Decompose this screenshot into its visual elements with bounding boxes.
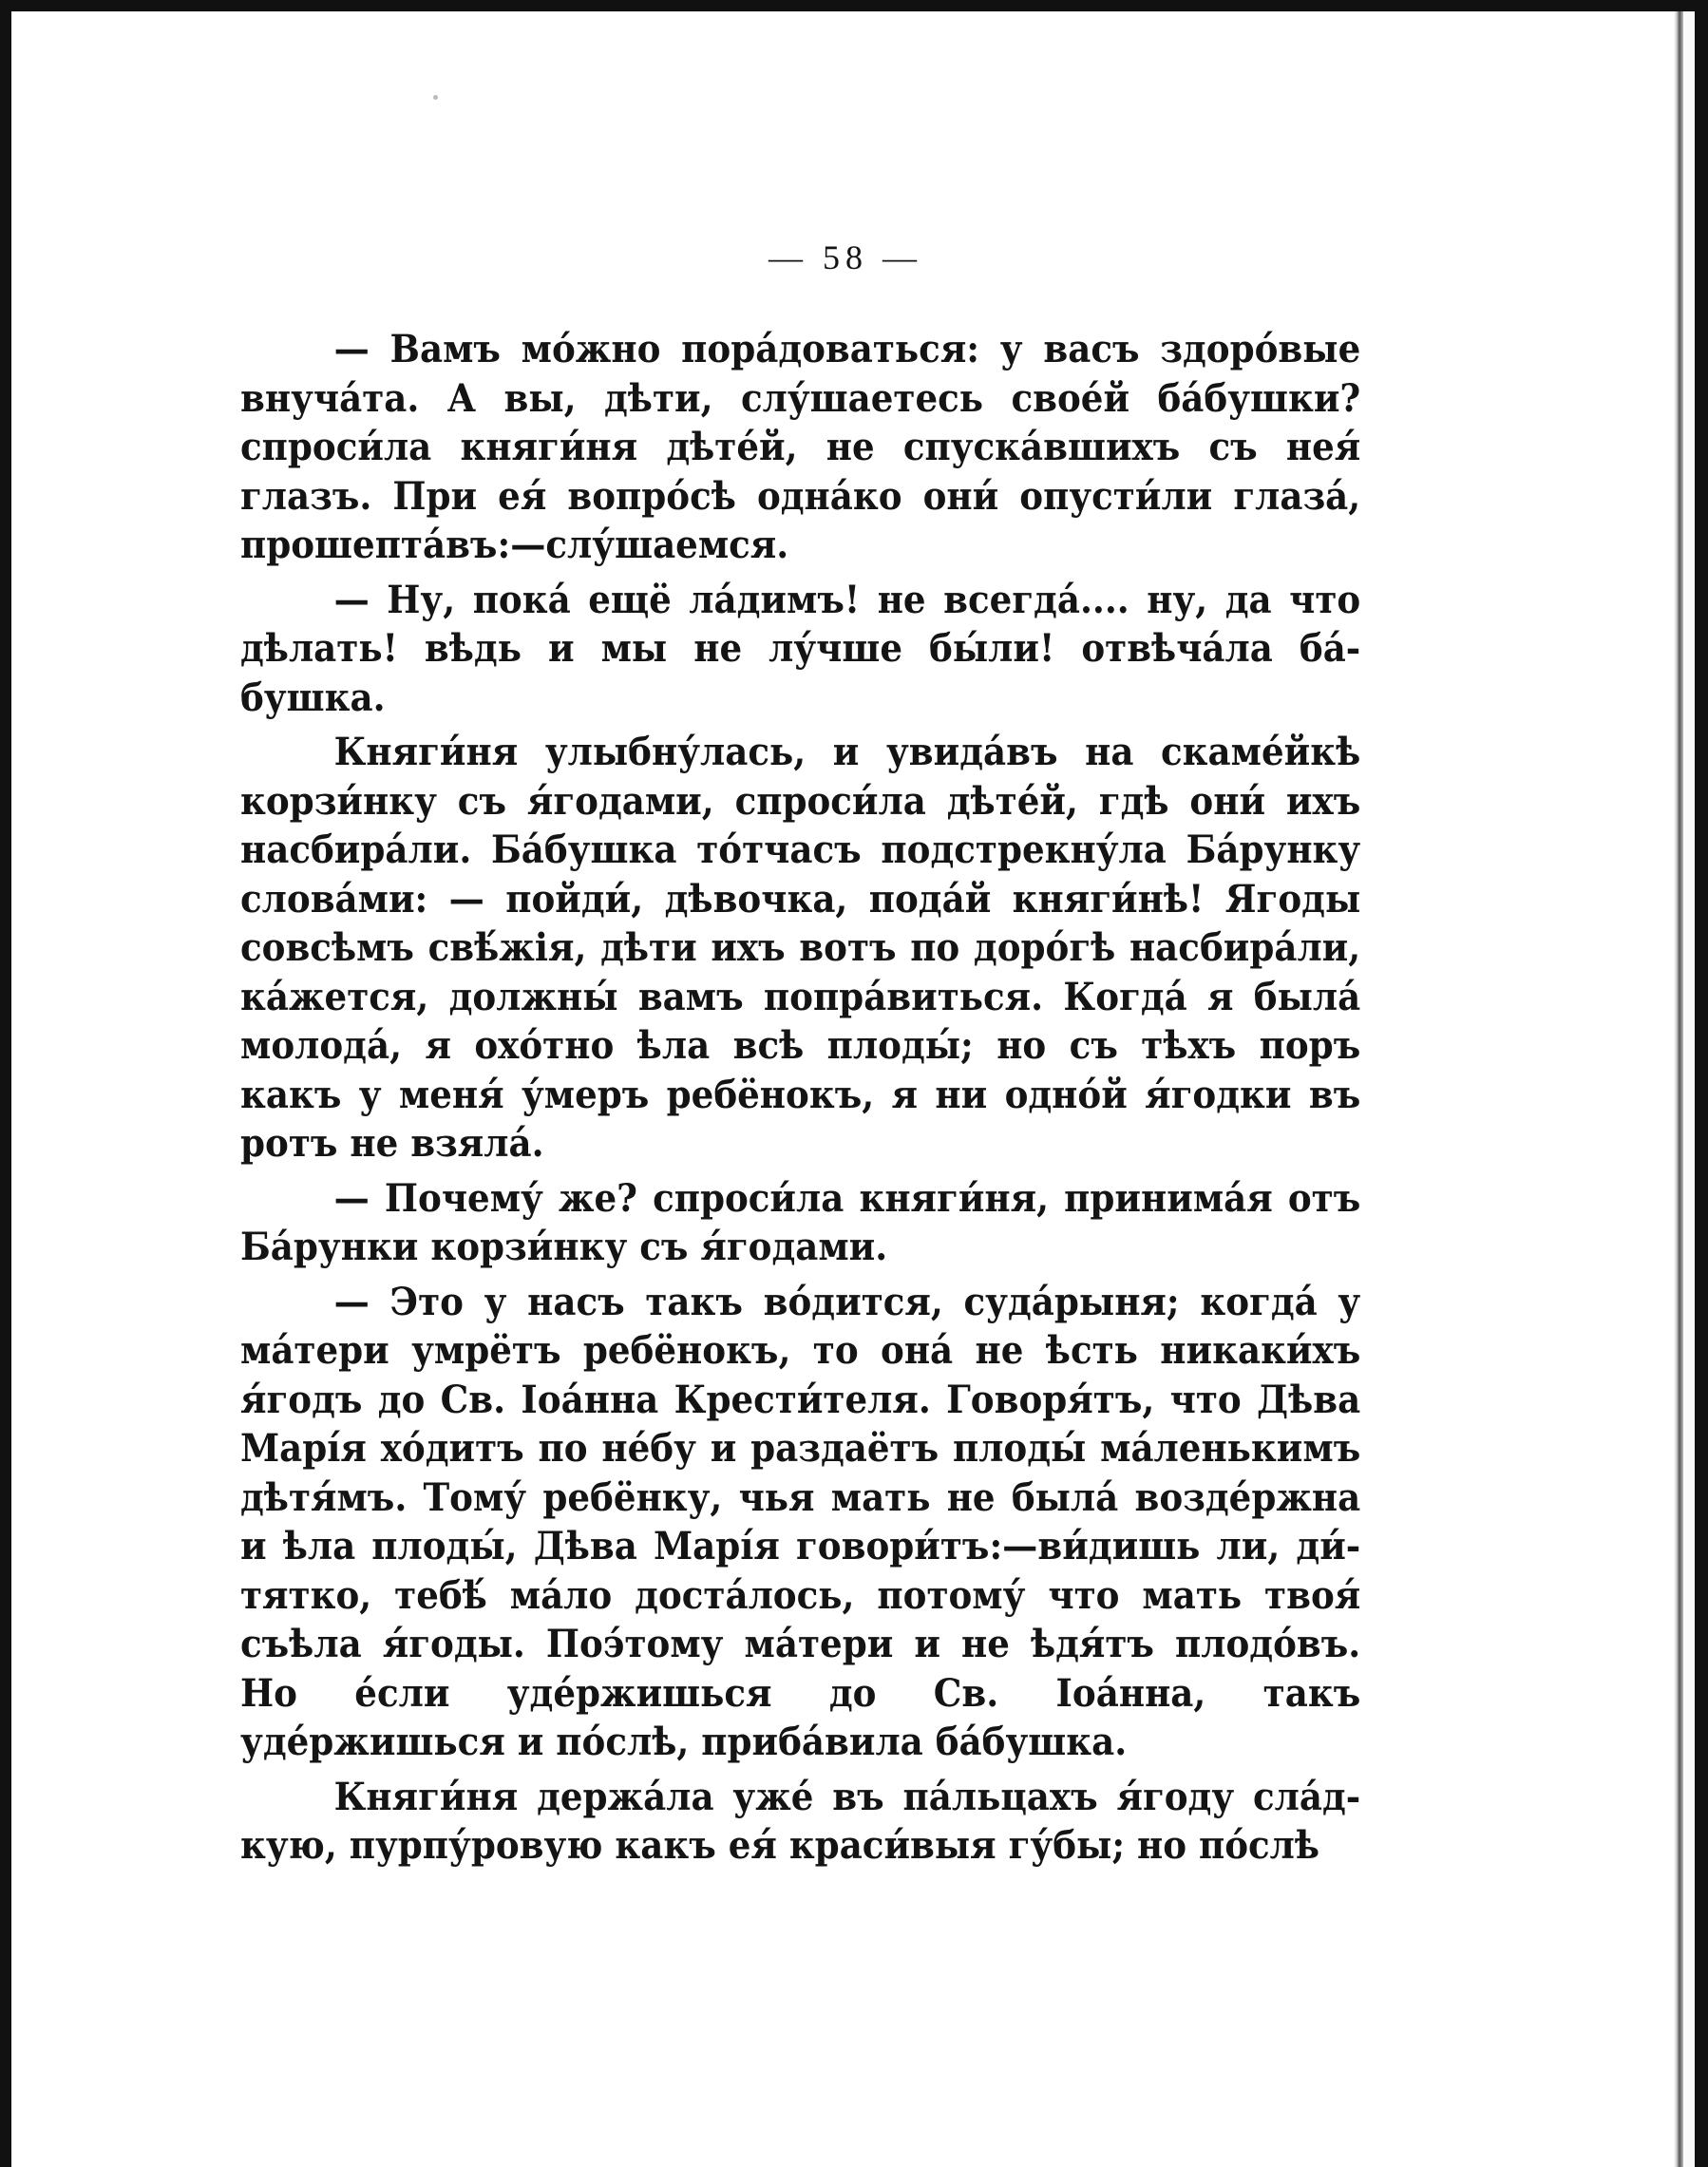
page-number: — 58 — — [769, 238, 922, 276]
paragraph: — Это у насъ такъ во́дится, суда́рыня; когда́ у ма́тери умрётъ ребёнокъ, то она́ не ѣсть никаки́хъ я́годъ до Св. Іоа́нна Крести́теля. Говоря́тъ, что Дѣва Марі́я хо́дитъ по не́бу и раздаётъ плоды́ ма́ленькимъ дѣтя́мъ. Тому́ ребёнку, чья мать не была́ возде́ржна и ѣла плоды́, Дѣва Марі́я говори́тъ:—ви́дишь ли, ди́тятко, тебѣ́ ма́ло доста́лось, потому́ что мать твоя́ съѣла я́годы. Поэ́тому ма́тери и не ѣдя́тъ плодо́въ. Но е́сли уде́ржишься до Св. Іоа́нна, такъ уде́ржишься и по́слѣ, приба́вила ба́бушка. — [240, 1279, 1361, 1764]
paragraph: — Ну, пока́ ещё ла́димъ! не всегда́.... ну, да что дѣлать! вѣдь и мы не лу́чше бы́ли! отвѣча́ла ба́бушка. — [240, 577, 1361, 720]
paragraph: — Вамъ мо́жно пора́доваться: у васъ здоро́вые внуча́та. А вы, дѣти, слу́шаетесь свое́й ба́бушки? спроси́ла княги́ня дѣте́й, не спуска́вшихъ съ нея́ глазъ. При ея́ вопро́сѣ одна́ко они́ опусти́ли глаза́, прошепта́въ:—слу́шаемся. — [240, 327, 1361, 567]
paragraph: Княги́ня улыбну́лась, и увида́въ на скаме́йкѣ корзи́нку съ я́годами, спроси́ла дѣте́й, гдѣ они́ ихъ насбира́ли. Ба́бушка то́тчасъ подстрекну́ла Ба́рунку слова́ми: — пойди́, дѣвочка, пода́й княги́нѣ! Ягоды совсѣмъ свѣ́жія, дѣти ихъ вотъ по доро́гѣ насбира́ли, ка́жется, должны́ вамъ попра́виться. Когда́ я была́ молода́, я охо́тно ѣла всѣ плоды́; но съ тѣхъ поръ какъ у меня́ у́меръ ребёнокъ, я ни одно́й я́годки въ ротъ не взяла́. — [240, 730, 1361, 1166]
paragraph: Княги́ня держа́ла уже́ въ па́льцахъ я́году сла́дкую, пурпу́ровую какъ ея́ краси́выя гу́бы; но по́слѣ — [240, 1774, 1361, 1868]
paragraph: — Почему́ же? спроси́ла княги́ня, принима́я отъ Ба́рунки корзи́нку съ я́годами. — [240, 1175, 1361, 1269]
body-text — [240, 325, 1360, 1876]
